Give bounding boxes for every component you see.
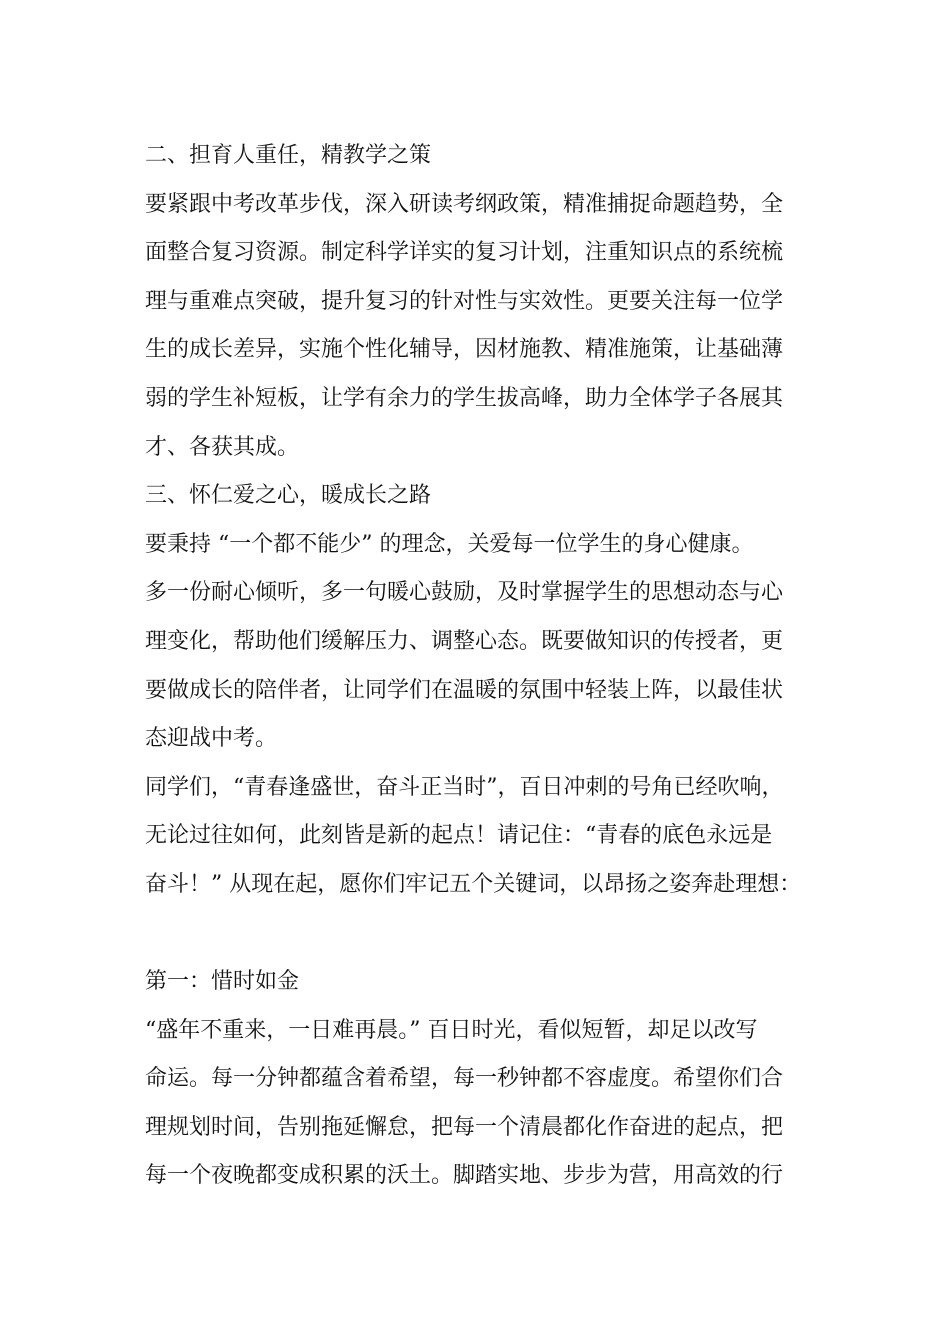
paragraph-line: 理规划时间，告别拖延懈怠，把每一个清晨都化作奋进的起点，把 <box>145 1114 784 1140</box>
paragraph-line: 才、各获其成。 <box>145 434 300 460</box>
paragraph-line: 态迎战中考。 <box>145 726 278 752</box>
paragraph-line: “盛年不重来，一日难再晨。” 百日时光，看似短暂，却足以改写 <box>145 1017 758 1043</box>
paragraph-line: 要秉持 “一个都不能少” 的理念，关爱每一位学生的身心健康。 <box>145 531 754 557</box>
subsection-heading-1: 第一：惜时如金 <box>145 969 300 995</box>
paragraph-line: 奋斗！” 从现在起，愿你们牢记五个关键词，以昂扬之姿奔赴理想： <box>145 871 802 897</box>
paragraph-line: 生的成长差异，实施个性化辅导，因材施教、精准施策，让基础薄 <box>145 337 784 363</box>
paragraph-line: 命运。每一分钟都蕴含着希望，每一秒钟都不容虚度。希望你们合 <box>145 1066 784 1092</box>
paragraph-line: 要做成长的陪伴者，让同学们在温暖的氛围中轻装上阵，以最佳状 <box>145 677 784 703</box>
blank-line <box>145 910 810 959</box>
paragraph-line: 多一份耐心倾听，多一句暖心鼓励，及时掌握学生的思想动态与心 <box>145 580 784 606</box>
paragraph-line: 理变化，帮助他们缓解压力、调整心态。既要做知识的传授者，更 <box>145 628 784 654</box>
paragraph-line: 弱的学生补短板，让学有余力的学生拔高峰，助力全体学子各展其 <box>145 385 784 411</box>
paragraph-line: 面整合复习资源。制定科学详实的复习计划，注重知识点的系统梳 <box>145 240 784 266</box>
paragraph-line: 无论过往如何，此刻皆是新的起点！请记住：“青春的底色永远是 <box>145 823 773 849</box>
paragraph-line: 要紧跟中考改革步伐，深入研读考纲政策，精准捕捉命题趋势，全 <box>145 191 784 217</box>
paragraph-line: 理与重难点突破，提升复习的针对性与实效性。更要关注每一位学 <box>145 288 784 314</box>
section-heading-3: 三、怀仁爱之心，暖成长之路 <box>145 483 432 509</box>
paragraph-line: 每一个夜晚都变成积累的沃土。脚踏实地、步步为营，用高效的行 <box>145 1163 784 1189</box>
document-body <box>145 132 810 1201</box>
paragraph-line: 同学们，“青春逢盛世，奋斗正当时”，百日冲刺的号角已经吹响， <box>145 774 784 800</box>
section-heading-2: 二、担育人重任，精教学之策 <box>145 143 432 168</box>
